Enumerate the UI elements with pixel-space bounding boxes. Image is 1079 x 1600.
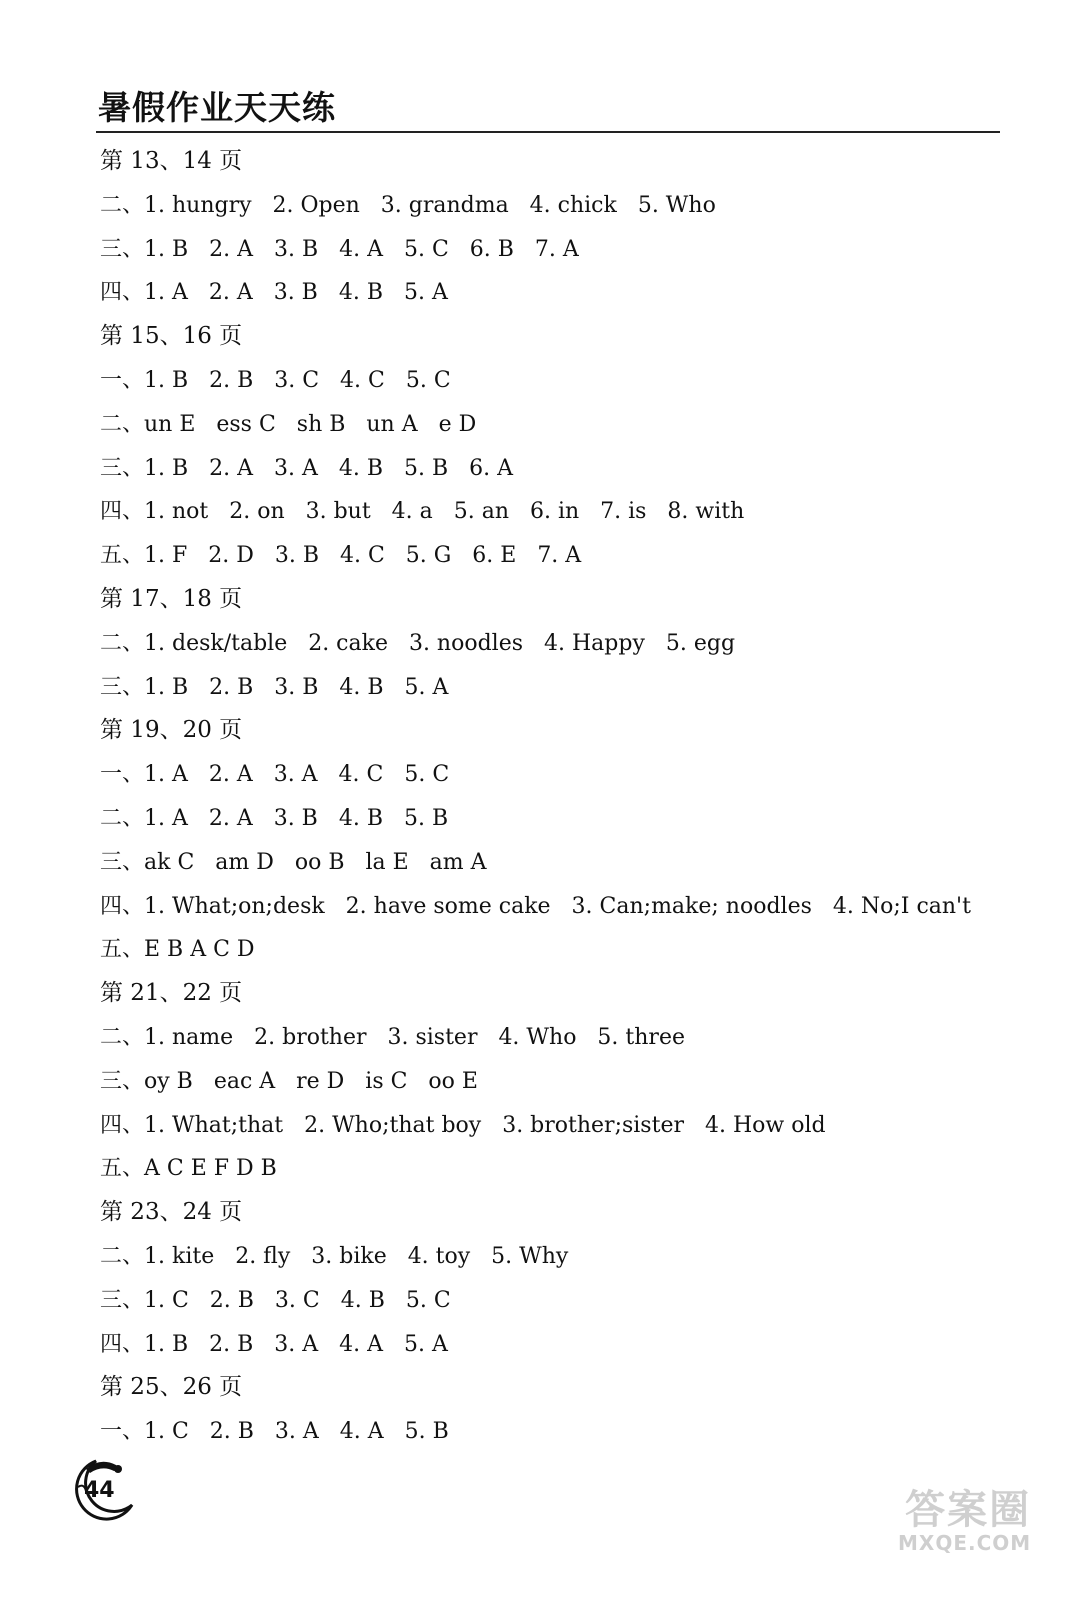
answer-line: 四、1. B 2. B 3. A 4. A 5. A: [100, 1331, 448, 1357]
answer-line: 三、oy B eac A re D is C oo E: [100, 1068, 478, 1094]
answer-line: 四、1. What;on;desk 2. have some cake 3. Can;make; noodles 4. No;I can't: [100, 893, 971, 919]
answer-line: 二、1. name 2. brother 3. sister 4. Who 5. three: [100, 1024, 685, 1050]
answer-line: 四、1. not 2. on 3. but 4. a 5. an 6. in 7. is 8. with: [100, 499, 745, 525]
watermark-sub: MXQE.COM: [898, 1531, 1032, 1555]
section-heading: 第 15、16 页: [100, 323, 243, 350]
section-heading: 第 17、18 页: [100, 585, 243, 612]
page-number: 44: [84, 1478, 115, 1503]
answer-list: [100, 140, 1030, 1454]
answer-line: 三、1. B 2. A 3. A 4. B 5. B 6. A: [100, 455, 513, 481]
answer-line: 三、1. B 2. A 3. B 4. A 5. C 6. B 7. A: [100, 236, 579, 262]
answer-line: 五、A C E F D B: [100, 1156, 277, 1182]
answer-line: 二、un E ess C sh B un A e D: [100, 411, 477, 437]
section-heading: 第 25、26 页: [100, 1374, 243, 1401]
answer-line: 一、1. C 2. B 3. A 4. A 5. B: [100, 1419, 449, 1445]
answer-line: 三、1. B 2. B 3. B 4. B 5. A: [100, 674, 449, 700]
header-rule: [96, 131, 1000, 133]
watermark: [898, 1488, 1031, 1554]
answer-line: 二、1. A 2. A 3. B 4. B 5. B: [100, 805, 449, 831]
section-heading: 第 13、14 页: [100, 148, 243, 174]
answer-line: 二、1. kite 2. fly 3. bike 4. toy 5. Why: [100, 1243, 569, 1269]
answer-line: 一、1. B 2. B 3. C 4. C 5. C: [100, 367, 451, 393]
answer-line: 二、1. desk/table 2. cake 3. noodles 4. Happy 5. egg: [100, 630, 736, 656]
answer-line: 四、1. What;that 2. Who;that boy 3. brother;sister 4. How old: [100, 1112, 826, 1138]
section-heading: 第 19、20 页: [100, 717, 243, 744]
answer-line: 五、1. F 2. D 3. B 4. C 5. G 6. E 7. A: [100, 543, 582, 569]
section-heading: 第 23、24 页: [100, 1199, 243, 1226]
answer-line: 五、E B A C D: [100, 937, 255, 963]
answer-line: 四、1. A 2. A 3. B 4. B 5. A: [100, 280, 448, 306]
answer-line: 一、1. A 2. A 3. A 4. C 5. C: [100, 762, 450, 788]
watermark-main: 答案圈: [905, 1487, 1032, 1533]
answer-line: 三、ak C am D oo B la E am A: [100, 849, 487, 875]
section-heading: 第 21、22 页: [100, 980, 243, 1007]
answer-line: 二、1. hungry 2. Open 3. grandma 4. chick 5. Who: [100, 192, 716, 218]
answer-line: 三、1. C 2. B 3. C 4. B 5. C: [100, 1287, 451, 1313]
page-title: 暑假作业天天练: [98, 88, 336, 127]
